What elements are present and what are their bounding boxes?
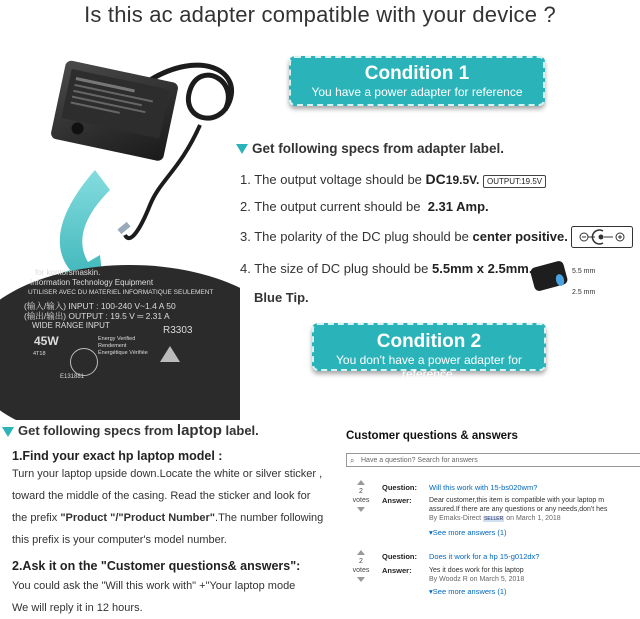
- search-icon: ⌕: [350, 456, 355, 465]
- spec-current: 2. The output current should be 2.31 Amp.: [240, 199, 489, 214]
- step1-heading: 1.Find your exact hp laptop model :: [12, 449, 223, 463]
- qa-search-input[interactable]: ⌕ Have a question? Search for answers: [346, 453, 640, 467]
- question-link[interactable]: Will this work with 15-bs020wm?: [429, 483, 538, 492]
- see-more-answers-link[interactable]: ▾See more answers (1): [429, 587, 507, 596]
- warning-triangle-icon: [160, 346, 180, 362]
- energy-verified-icon: [70, 348, 98, 376]
- vote-down-icon[interactable]: [357, 507, 365, 512]
- dc-plug-icon: [530, 254, 570, 298]
- vote-widget: 2 votes: [348, 550, 374, 582]
- condition2-banner: Condition 2 You don't have a power adapter for reference.: [312, 323, 546, 371]
- laptop-heading: Get following specs from laptop label.: [2, 422, 259, 439]
- qa-panel: Customer questions & answers ⌕ Have a question? Search for answers 2 votes Question: Will this work with 15-bs020wm? Answer: Dear customer,this item is compatible with your laptop m assured.If there are any questions or any needs,don't hes By Emaks-Direct SELLER on March 1, 2018 ▾See more answers (1) 2 votes Question: Does it work for a hp 15-g012dx? Answer: Yes it does work for this laptop By Woodz R on March 5, 2018 ▾See more answers (1): [344, 420, 640, 617]
- vote-widget: 2 votes: [348, 480, 374, 512]
- spec-polarity: 3. The polarity of the DC plug should be center positive.: [240, 229, 568, 244]
- triangle-bullet-icon: [2, 427, 14, 437]
- vote-down-icon[interactable]: [357, 577, 365, 582]
- spec-voltage: 1. The output voltage should be DC19.5V. OUTPUT:19.5V: [240, 171, 546, 187]
- see-more-answers-link[interactable]: ▾See more answers (1): [429, 528, 507, 537]
- step2-heading: 2.Ask it on the "Customer questions& answers":: [12, 559, 301, 573]
- adapter-label: for kontorsmaskin. Information Technology Equipment UTILISER AVEC DU MATERIEL INFORMATIQUE SEULEMENT (输入/输入) INPUT : 100-240 V~1.4 A 50 (输出/输出) OUTPUT : 19.5 V ═ 2.31 A WIDE RANGE INPUT 45W R3303 Energy Verified Rendement Énergétique Vérifiée 4T18 E131881: [24, 268, 214, 380]
- polarity-icon: [571, 226, 633, 248]
- specs-heading: Get following specs from adapter label.: [236, 141, 504, 156]
- page-title: Is this ac adapter compatible with your device ?: [84, 2, 556, 27]
- triangle-bullet-icon: [236, 144, 248, 154]
- blue-tip: Blue Tip.: [254, 290, 309, 305]
- step2-paragraph: You could ask the "Will this work with" +"Your laptop mode We will reply it in 12 hours.: [12, 580, 296, 614]
- condition1-banner: Condition 1 You have a power adapter for reference: [289, 56, 545, 106]
- vote-up-icon[interactable]: [357, 550, 365, 555]
- question-link[interactable]: Does it work for a hp 15-g012dx?: [429, 552, 540, 561]
- spec-size: 4. The size of DC plug should be 5.5mm x 2.5mm.: [240, 261, 533, 276]
- output-label-box: OUTPUT:19.5V: [483, 175, 546, 188]
- vote-up-icon[interactable]: [357, 480, 365, 485]
- step1-paragraph: Turn your laptop upside down.Locate the white or silver sticker , toward the middle of the casing. Read the sticker and look for the prefix "Product "/"Product Number".The number following this prefix is your computer's model number.: [12, 468, 324, 546]
